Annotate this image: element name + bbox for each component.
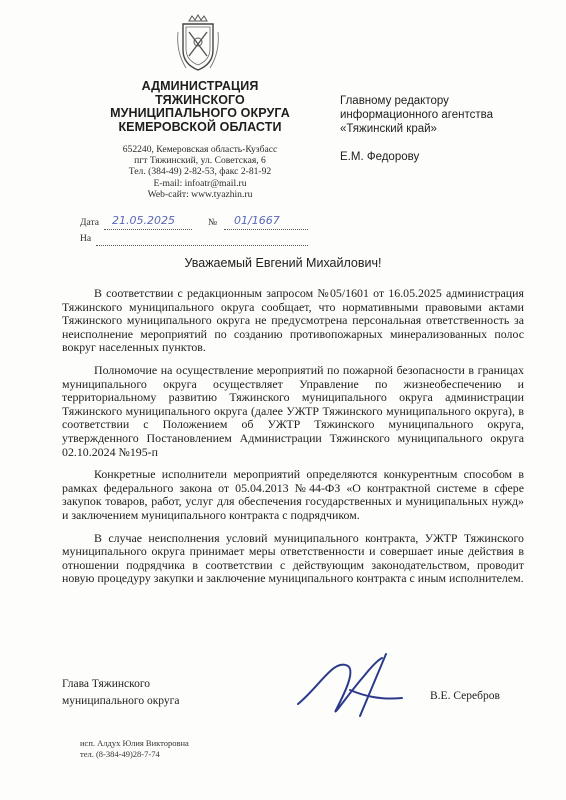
ref-label: На [80, 234, 92, 244]
recipient-line: Главному редактору [340, 95, 449, 107]
signatory-title [62, 676, 179, 710]
date-label: Дата [80, 218, 99, 228]
signatory-title-line: муниципального округа [62, 695, 180, 707]
ref-underline [96, 244, 308, 246]
contact-website: Web-сайт: www.tyazhin.ru [147, 188, 253, 200]
recipient-block [340, 94, 550, 136]
executor-phone: тел. (8-384-49)28-7-74 [80, 749, 160, 759]
body-paragraph: Конкретные исполнители мероприятий определяются конкурентным способом в рамках федерального закона от 05.04.2013 №44-ФЗ «О контрактной системе в сфере закупок товаров, работ, услуг для обеспечения государственных и муниципальных нужд» и заключением муниципального контракта с подрядчиком. [62, 467, 524, 522]
letter-body [62, 287, 524, 595]
contact-phone: Тел. (384-49) 2-82-53, факс 2-81-92 [128, 166, 272, 178]
recipient-line: информационного агентства [340, 109, 493, 121]
contact-address: 652240, Кемеровская область-Кузбасс [122, 144, 278, 155]
signatory-title-line: Глава Тяжинского [62, 678, 151, 690]
number-label: № [208, 218, 218, 228]
executor-name: исп. Алдух Юлия Викторовна [80, 738, 189, 748]
number-value: 01/1667 [234, 214, 280, 227]
date-value: 21.05.2025 [112, 214, 175, 227]
organization-name [80, 80, 320, 134]
org-line: КЕМЕРОВСКОЙ ОБЛАСТИ [118, 119, 282, 134]
date-underline [104, 228, 192, 230]
contact-street: пгт Тяжинский, ул. Советская, 6 [134, 155, 266, 167]
recipient-line: «Тяжинский край» [340, 123, 437, 135]
organization-contacts [80, 144, 320, 200]
org-line: ТЯЖИНСКОГО [155, 92, 245, 107]
executor-info [80, 738, 189, 760]
handwritten-signature [290, 646, 410, 726]
body-paragraph: В случае неисполнения условий муниципального контракта, УЖТР Тяжинского муниципального округа принимает меры ответственности и совершает иные действия в отношении подрядчика в соответствии с действующим законодательством, проводит новую процедуру закупки и заключение муниципального контракта с иным исполнителем. [62, 530, 524, 586]
number-underline [224, 228, 308, 230]
org-line: МУНИЦИПАЛЬНОГО ОКРУГА [110, 106, 290, 120]
signatory-name: В.Е. Серебров [430, 690, 500, 702]
greeting: Уважаемый Евгений Михайлович! [184, 256, 382, 270]
body-paragraph: Полномочие на осуществление мероприятий по пожарной безопасности в границах муниципального округа осуществляет Управление по жизнеобеспечению и территориальному развитию Тяжинского муниципального округа администрации Тяжинского муниципального округа (далее УЖТР Тяжинского муниципального округа), в соответствии с Положением об УЖТР Тяжинского муниципального округа, утвержденного Постановлением Администрации Тяжинского муниципального округа 02.10.2024 №195-п [62, 362, 524, 459]
body-paragraph: В соответствии с редакционным запросом №05/1601 от 16.05.2025 администрация Тяжинского муниципального округа сообщает, что нормативными правовыми актами Тяжинского муниципального округа не предусмотрена персональная ответственность за неисполнение мероприятий по созданию противопожарных минерализованных полос вокруг населенных пунктов. [62, 286, 524, 355]
contact-email: E-mail: infoatr@mail.ru [153, 177, 247, 189]
org-line: АДМИНИСТРАЦИЯ [141, 79, 259, 93]
coat-of-arms-emblem [175, 12, 221, 74]
recipient-name: Е.М. Федорову [340, 151, 420, 163]
